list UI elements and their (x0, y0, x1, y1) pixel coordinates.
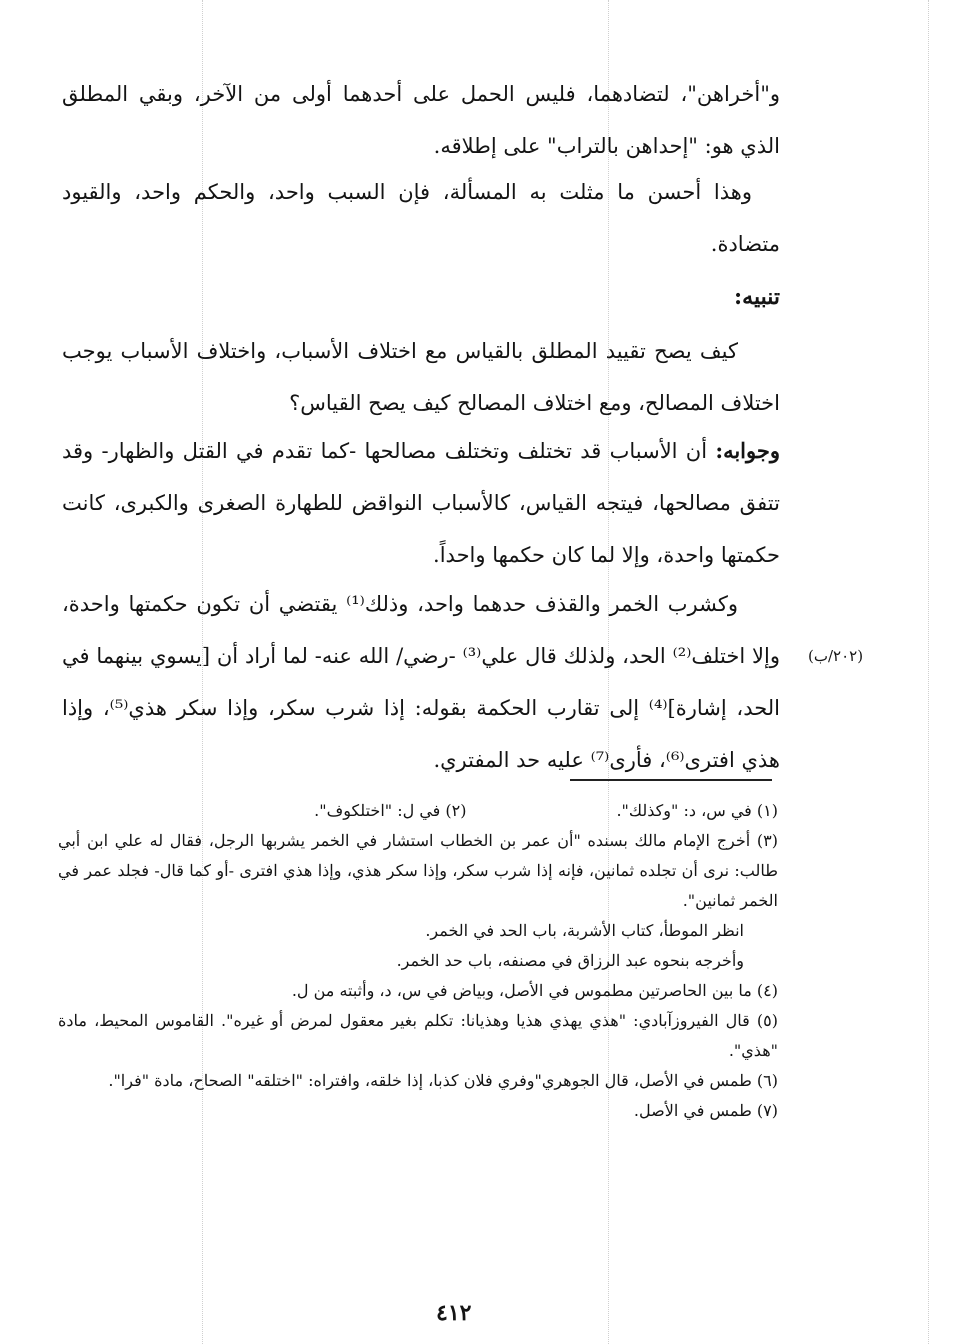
paragraph-question: كيف يصح تقييد المطلق بالقياس مع اختلاف الأسباب، واختلاف الأسباب يوجب اختلاف المصالح، ومع اختلاف المصالح كيف يصح القياس؟ (62, 339, 780, 415)
footnote-3-ref-1: انظر الموطأ، كتاب الأشربة، باب الحد في الخمر. (425, 921, 744, 940)
paragraph-5: وكشرب الخمر والقذف حدهما واحد، وذلك⁽¹⁾ يقتضي أن تكون حكمتها واحدة، وإلا اختلف⁽²⁾ الحد، ولذلك قال علي⁽³⁾ -رضي/ الله عنه- لما أراد أن [يسوي بينهما في الحد، إشارة]⁽⁴⁾ إلى تقارب الحكمة بقوله: إذا شرب سكر، وإذا سكر هذي⁽⁵⁾، وإذا هذي افترى⁽⁶⁾، فأرى⁽⁷⁾ عليه حد المفتري. (62, 592, 781, 772)
footnote-6: (٦) طمس في الأصل، قال الجوهري"وفري فلان كذبا، إذا خلقه، وافتراه: "اختلقه" الصحاح، مادة "فرا". (108, 1071, 778, 1090)
footnote-1: (١) في س، د: "وكذلك". (616, 801, 778, 820)
paragraph-2: وهذا أحسن ما مثلت به المسألة، فإن السبب واحد، والحكم واحد، والقيود متضادة. (62, 180, 780, 256)
footnote-2: (٢) في ل: "اختلكوف". (314, 801, 467, 820)
footnote-3-ref-2: وأخرجه بنحوه عبد الرزاق في مصنفه، باب حد الخمر. (396, 951, 744, 970)
footnote-4: (٤) ما بين الحاصرتين مطموس في الأصل، وبياض في س، د، وأثبته من ل. (291, 981, 778, 1000)
footnote-3: (٣) أخرج الإمام مالك بسنده "أن عمر بن الخطاب استشار في الخمر يشربها الرجل، فقال له علي ابن أبي طالب: نرى أن تجلده ثمانين، فإنه إذا شرب سكر، وإذا سكر هذي، وإذا هذي افترى -أو كما قال- فجلد عمر في الخمر ثمانين". (58, 831, 778, 910)
answer-text: أن الأسباب قد تختلف وتختلف مصالحها -كما تقدم في القتل والظهار- وقد تتفق مصالحها، فيتجه القياس، كالأسباب النواقض للطهارة الصغرى والكبرى، كانت حكمتها واحدة، وإلا لما كان حكمها واحداً. (62, 439, 780, 567)
footnote-separator (570, 779, 772, 781)
paragraph-1: و"أخراهن"، لتضادهما، فليس الحمل على أحدهما أولى من الآخر، وبقي المطلق الذي هو: "إحداهن بالتراب" على إطلاقه. (62, 82, 780, 158)
answer-lead: وجوابه: (715, 438, 780, 463)
manuscript-folio-note: (٢٠٢/ب) (808, 647, 864, 665)
section-heading: تنبيه: (734, 284, 780, 310)
footnotes (58, 796, 778, 1126)
footnote-5: (٥) قال الفيروزآبادي: "هذي يهذي هذيا وهذيانا: تكلم بغير معقول لمرض أو غيره". القاموس المحيط، مادة "هذي". (58, 1011, 778, 1060)
footnote-7: (٧) طمس في الأصل. (633, 1101, 778, 1120)
page-number: ٤١٢ (436, 1300, 472, 1326)
footnote-row-1-2 (58, 796, 778, 826)
paragraph-answer (62, 425, 780, 581)
scan-guide-line (928, 0, 929, 1344)
